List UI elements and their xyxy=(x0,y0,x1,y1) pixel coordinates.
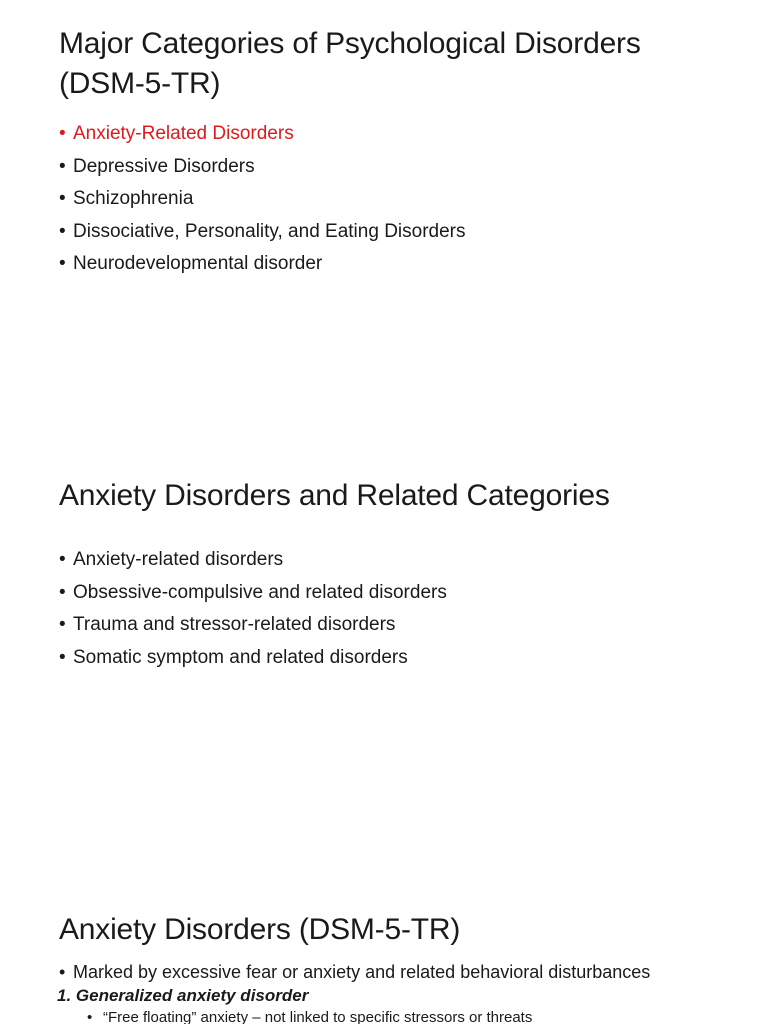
bullet-list xyxy=(59,544,748,674)
bullet-item-schizophrenia: • Schizophrenia xyxy=(59,183,748,216)
numbered-heading-gad: 1. Generalized anxiety disorder xyxy=(57,986,309,1005)
bullet-list xyxy=(59,960,748,984)
bullet-item-somatic-symptom: • Somatic symptom and related disorders xyxy=(59,642,748,675)
bullet-item-marked-by: • Marked by excessive fear or anxiety and related behavioral disturbances xyxy=(59,960,748,984)
bullet-item-trauma-stressor: • Trauma and stressor-related disorders xyxy=(59,609,748,642)
sub-bullet-list xyxy=(59,1008,748,1024)
slide-major-categories xyxy=(0,24,768,281)
bullet-item-obsessive-compulsive: • Obsessive-compulsive and related disorders xyxy=(59,577,748,610)
bullet-list xyxy=(59,118,748,281)
slide-title: Anxiety Disorders and Related Categories xyxy=(59,479,610,512)
bullet-item-anxiety-related: • Anxiety-Related Disorders xyxy=(59,118,748,151)
slide-title xyxy=(59,24,748,104)
slide-title: Anxiety Disorders (DSM-5-TR) xyxy=(59,913,461,946)
sub-bullet-item-free-floating: • “Free floating” anxiety – not linked to specific stressors or threats xyxy=(87,1008,748,1024)
slide-title-line-2: (DSM-5-TR) xyxy=(59,67,221,100)
bullet-item-depressive: • Depressive Disorders xyxy=(59,151,748,184)
slide-anxiety-disorders xyxy=(0,910,768,1024)
bullet-item-dissociative: • Dissociative, Personality, and Eating Disorders xyxy=(59,216,748,249)
bullet-item-neurodevelopmental: • Neurodevelopmental disorder xyxy=(59,248,748,281)
slide-title-line-1: Major Categories of Psychological Disorders xyxy=(59,27,641,60)
slide-anxiety-related-categories xyxy=(0,476,768,674)
bullet-item-anxiety-related: • Anxiety-related disorders xyxy=(59,544,748,577)
